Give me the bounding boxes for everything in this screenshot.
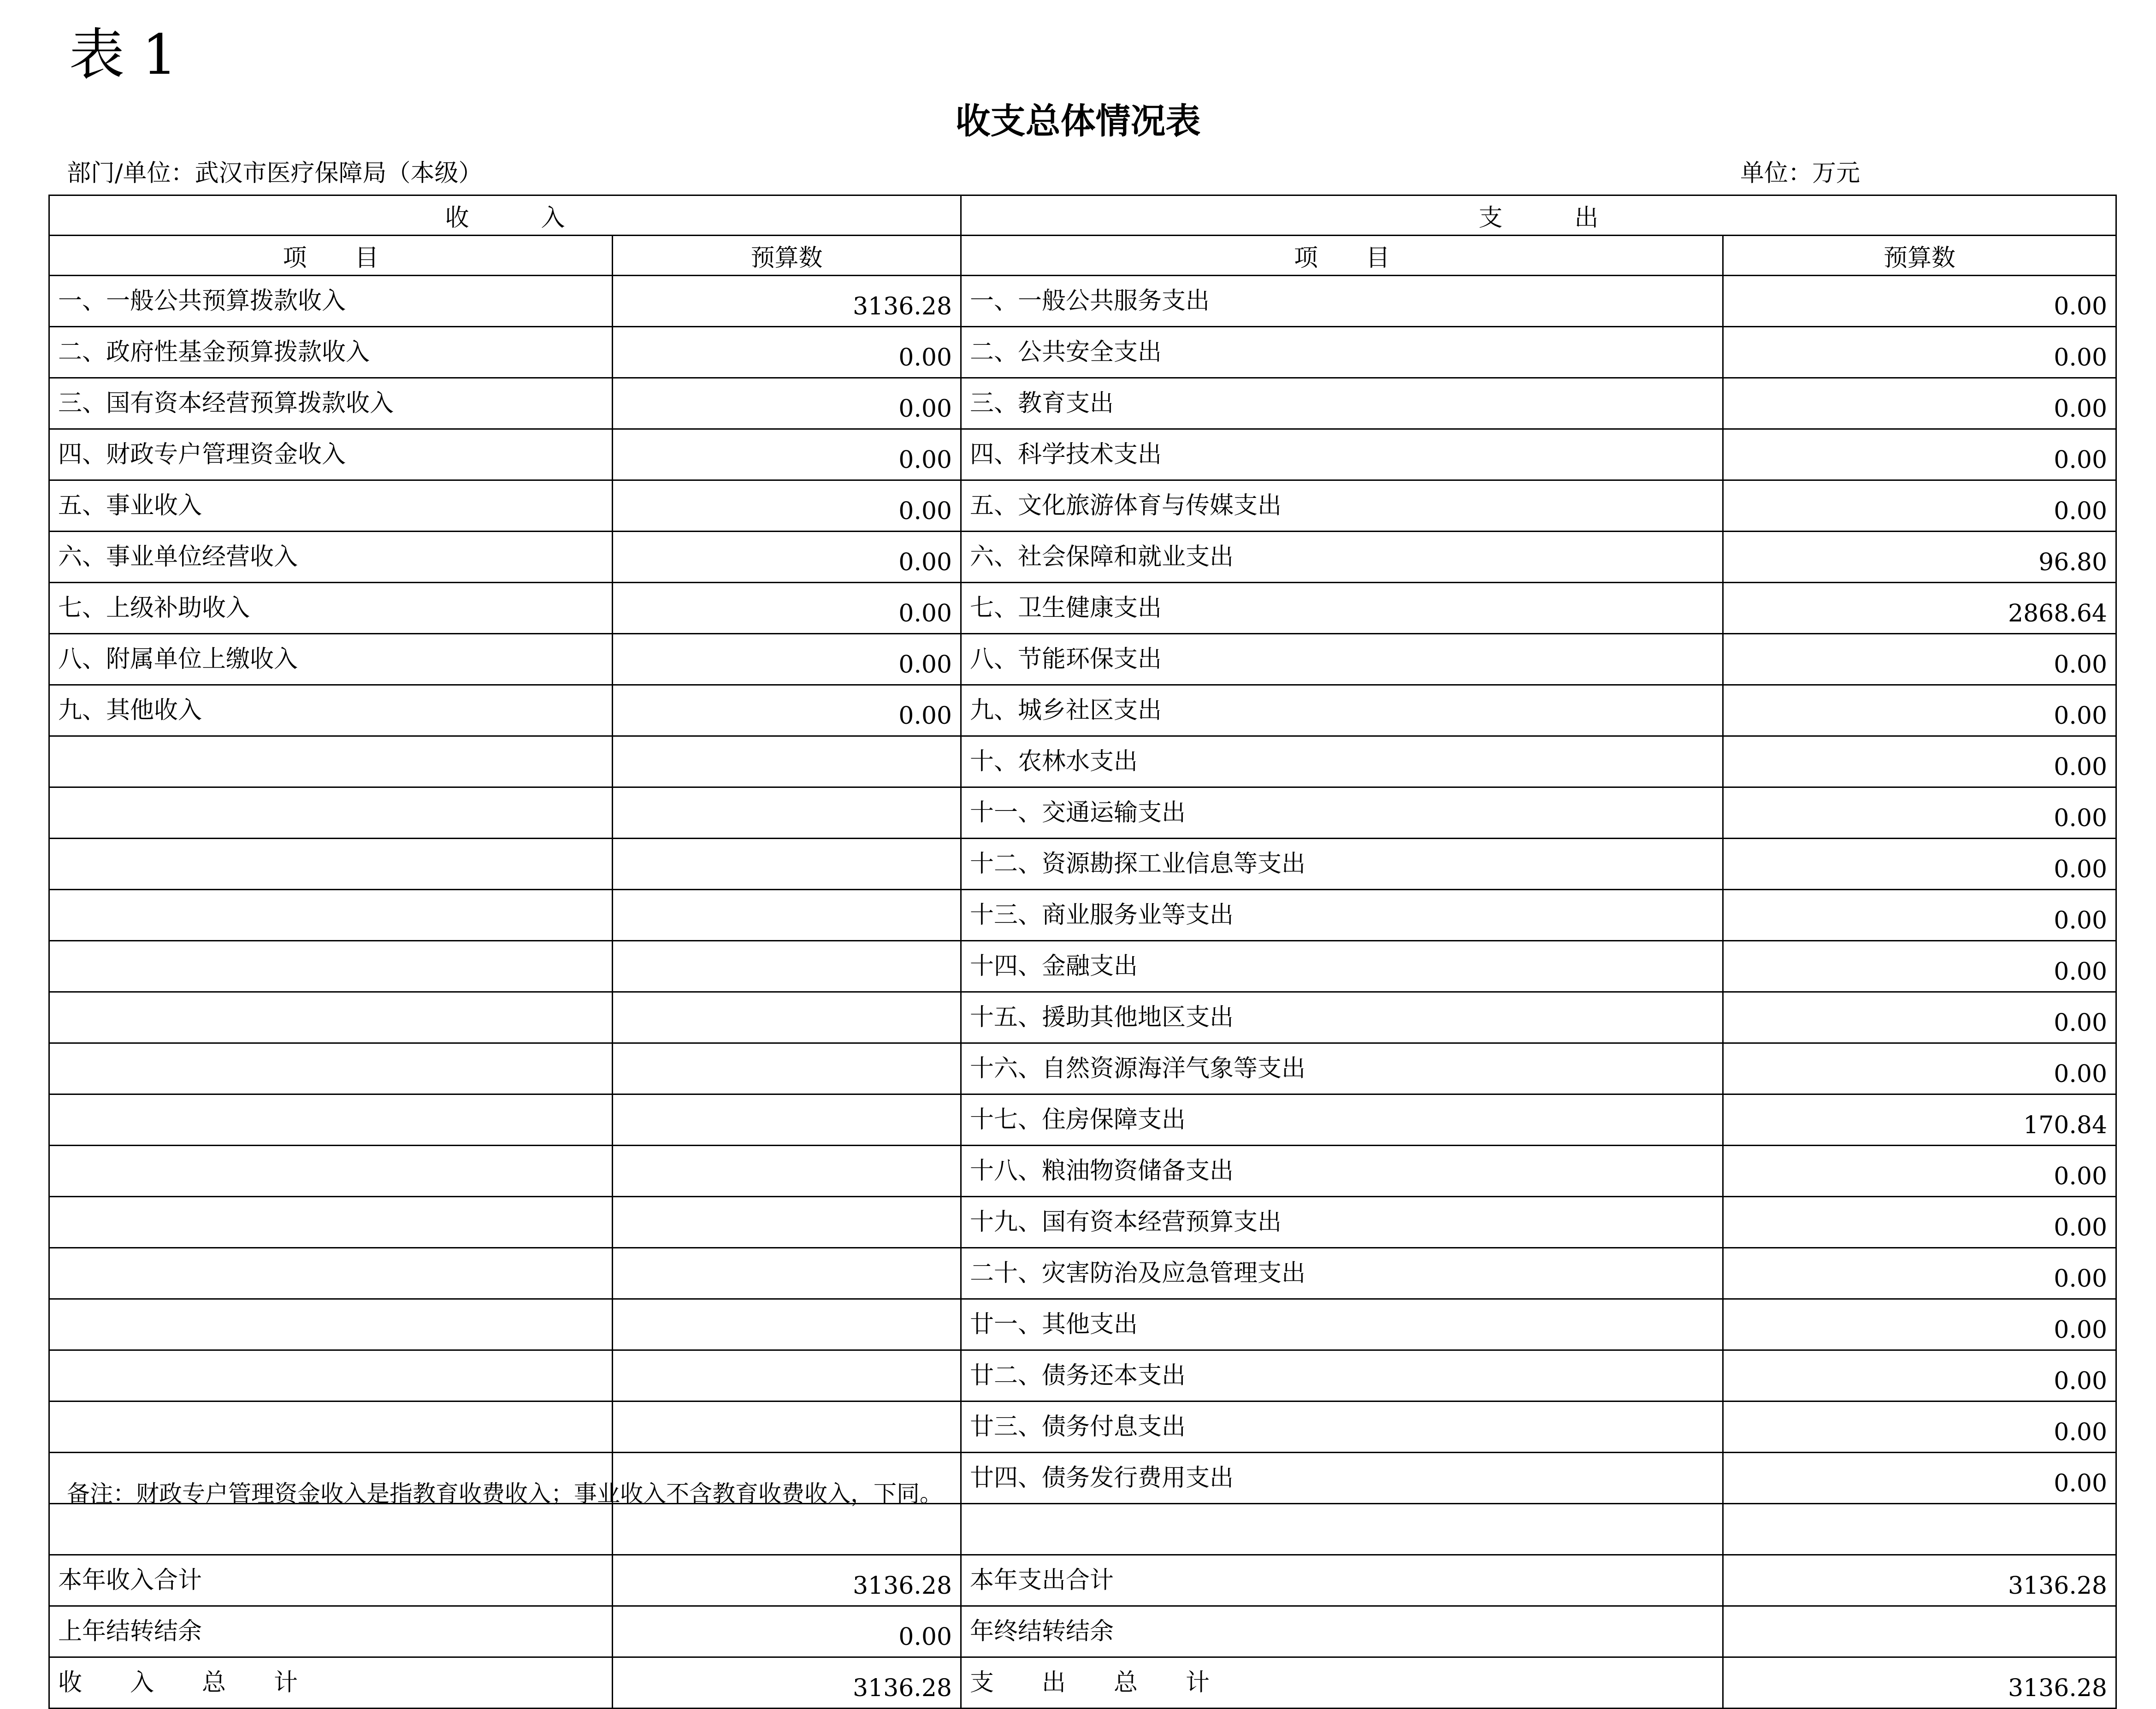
page-title: 收支总体情况表 (955, 101, 1201, 142)
income-value-cell (613, 941, 961, 992)
income-value-cell (613, 839, 961, 890)
expense-item-cell: 支 出 总 计 (961, 1657, 1723, 1709)
income-section-header: 收 入 (49, 195, 961, 236)
expense-value-cell: 3136.28 (1723, 1657, 2116, 1709)
income-value-cell (613, 1504, 961, 1555)
expense-value-cell: 0.00 (1723, 1350, 2116, 1401)
table-row (49, 736, 2116, 787)
table-row (49, 1043, 2116, 1094)
expense-section-header: 支 出 (961, 195, 2116, 236)
expense-item-cell: 六、社会保障和就业支出 (961, 532, 1723, 583)
table-row (49, 890, 2116, 941)
income-item-cell: 一、一般公共预算拨款收入 (49, 276, 613, 327)
income-value-cell (613, 736, 961, 787)
expense-value-cell: 0.00 (1723, 1197, 2116, 1248)
income-value-cell (613, 1401, 961, 1453)
expense-value-cell: 0.00 (1723, 1453, 2116, 1504)
expense-value-cell: 0.00 (1723, 890, 2116, 941)
income-item-cell: 六、事业单位经营收入 (49, 532, 613, 583)
income-value-cell: 0.00 (613, 583, 961, 634)
expense-item-cell: 十九、国有资本经营预算支出 (961, 1197, 1723, 1248)
table-row (49, 480, 2116, 532)
expense-item-cell: 二十、灾害防治及应急管理支出 (961, 1248, 1723, 1299)
expense-value-cell: 0.00 (1723, 378, 2116, 429)
expense-budget-column-header: 预算数 (1723, 236, 2116, 276)
income-item-cell (49, 941, 613, 992)
income-item-cell: 上年结转结余 (49, 1606, 613, 1657)
expense-item-cell: 十四、金融支出 (961, 941, 1723, 992)
expense-item-cell: 廿二、债务还本支出 (961, 1350, 1723, 1401)
income-item-cell (49, 890, 613, 941)
footnote: 备注：财政专户管理资金收入是指教育收费收入；事业收入不含教育收费收入，下同。 (67, 1480, 943, 1507)
income-value-cell (613, 1197, 961, 1248)
income-value-cell: 0.00 (613, 480, 961, 532)
income-value-cell (613, 1094, 961, 1146)
expense-value-cell: 0.00 (1723, 685, 2116, 736)
income-value-cell: 0.00 (613, 634, 961, 685)
expense-value-cell: 0.00 (1723, 634, 2116, 685)
income-value-cell: 0.00 (613, 429, 961, 480)
expense-value-cell: 170.84 (1723, 1094, 2116, 1146)
income-item-cell: 七、上级补助收入 (49, 583, 613, 634)
income-value-cell: 3136.28 (613, 1555, 961, 1606)
income-item-cell (49, 1299, 613, 1350)
expense-value-cell: 0.00 (1723, 941, 2116, 992)
expense-item-cell: 一、一般公共服务支出 (961, 276, 1723, 327)
income-value-cell (613, 787, 961, 839)
income-value-cell (613, 992, 961, 1043)
expense-value-cell (1723, 1606, 2116, 1657)
income-item-cell (49, 1197, 613, 1248)
expense-item-cell: 八、节能环保支出 (961, 634, 1723, 685)
income-value-cell: 0.00 (613, 532, 961, 583)
income-budget-column-header: 预算数 (613, 236, 961, 276)
income-value-cell (613, 1043, 961, 1094)
table-row (49, 1504, 2116, 1555)
expense-item-cell (961, 1504, 1723, 1555)
expense-item-cell: 四、科学技术支出 (961, 429, 1723, 480)
expense-value-cell: 96.80 (1723, 532, 2116, 583)
income-item-cell: 收 入 总 计 (49, 1657, 613, 1709)
expense-item-cell: 十、农林水支出 (961, 736, 1723, 787)
income-item-cell (49, 1146, 613, 1197)
expense-value-cell: 0.00 (1723, 1401, 2116, 1453)
expense-value-cell: 0.00 (1723, 1248, 2116, 1299)
expense-value-cell: 0.00 (1723, 787, 2116, 839)
expense-value-cell: 0.00 (1723, 276, 2116, 327)
expense-item-cell: 九、城乡社区支出 (961, 685, 1723, 736)
income-value-cell (613, 1350, 961, 1401)
table-row (49, 583, 2116, 634)
expense-item-cell: 年终结转结余 (961, 1606, 1723, 1657)
expense-item-cell: 廿一、其他支出 (961, 1299, 1723, 1350)
table-row (49, 1606, 2116, 1657)
expense-value-cell (1723, 1504, 2116, 1555)
table-row (49, 327, 2116, 378)
table-row (49, 1299, 2116, 1350)
expense-value-cell: 0.00 (1723, 992, 2116, 1043)
income-item-cell (49, 839, 613, 890)
table-row (49, 1197, 2116, 1248)
income-value-cell: 0.00 (613, 685, 961, 736)
table-row (49, 787, 2116, 839)
income-item-cell (49, 1350, 613, 1401)
table-row (49, 941, 2116, 992)
expense-item-cell: 五、文化旅游体育与传媒支出 (961, 480, 1723, 532)
expense-item-cell: 廿三、债务付息支出 (961, 1401, 1723, 1453)
table-row (49, 1248, 2116, 1299)
unit-label: 单位：万元 (1740, 160, 1861, 187)
table-row (49, 532, 2116, 583)
income-item-cell: 二、政府性基金预算拨款收入 (49, 327, 613, 378)
income-value-cell (613, 1299, 961, 1350)
expense-value-cell: 0.00 (1723, 1299, 2116, 1350)
table-number-label: 表 1 (69, 23, 177, 87)
income-value-cell (613, 1248, 961, 1299)
income-item-column-header: 项 目 (49, 236, 613, 276)
income-value-cell: 0.00 (613, 327, 961, 378)
income-item-cell (49, 992, 613, 1043)
income-item-cell: 三、国有资本经营预算拨款收入 (49, 378, 613, 429)
table-row (49, 276, 2116, 327)
table-row (49, 839, 2116, 890)
expense-item-cell: 十八、粮油物资储备支出 (961, 1146, 1723, 1197)
table-row (49, 1094, 2116, 1146)
expense-item-cell: 十七、住房保障支出 (961, 1094, 1723, 1146)
expense-item-cell: 十六、自然资源海洋气象等支出 (961, 1043, 1723, 1094)
expense-item-cell: 廿四、债务发行费用支出 (961, 1453, 1723, 1504)
expense-value-cell: 0.00 (1723, 1043, 2116, 1094)
expense-value-cell: 2868.64 (1723, 583, 2116, 634)
expense-value-cell: 0.00 (1723, 1146, 2116, 1197)
expense-item-cell: 本年支出合计 (961, 1555, 1723, 1606)
section-header-row (49, 195, 2116, 236)
income-value-cell: 0.00 (613, 378, 961, 429)
income-item-cell: 本年收入合计 (49, 1555, 613, 1606)
expense-item-cell: 十五、援助其他地区支出 (961, 992, 1723, 1043)
expense-value-cell: 0.00 (1723, 429, 2116, 480)
expense-value-cell: 0.00 (1723, 736, 2116, 787)
income-value-cell: 0.00 (613, 1606, 961, 1657)
income-item-cell (49, 1401, 613, 1453)
income-value-cell (613, 890, 961, 941)
expense-item-cell: 十一、交通运输支出 (961, 787, 1723, 839)
table-row (49, 378, 2116, 429)
expense-item-column-header: 项 目 (961, 236, 1723, 276)
income-value-cell (613, 1146, 961, 1197)
department-label: 部门/单位：武汉市医疗保障局（本级） (67, 160, 483, 187)
table-row (49, 1350, 2116, 1401)
expense-value-cell: 0.00 (1723, 327, 2116, 378)
income-value-cell: 3136.28 (613, 1657, 961, 1709)
income-item-cell: 五、事业收入 (49, 480, 613, 532)
table-row (49, 1555, 2116, 1606)
table-row (49, 1146, 2116, 1197)
income-item-cell: 九、其他收入 (49, 685, 613, 736)
expense-value-cell: 0.00 (1723, 839, 2116, 890)
expense-value-cell: 3136.28 (1723, 1555, 2116, 1606)
expense-item-cell: 三、教育支出 (961, 378, 1723, 429)
expense-value-cell: 0.00 (1723, 480, 2116, 532)
income-item-cell (49, 1504, 613, 1555)
column-header-row (49, 236, 2116, 276)
income-item-cell: 四、财政专户管理资金收入 (49, 429, 613, 480)
expense-item-cell: 二、公共安全支出 (961, 327, 1723, 378)
expense-item-cell: 十三、商业服务业等支出 (961, 890, 1723, 941)
table-row (49, 685, 2116, 736)
income-value-cell: 3136.28 (613, 276, 961, 327)
income-item-cell (49, 1094, 613, 1146)
income-item-cell (49, 787, 613, 839)
table-row (49, 992, 2116, 1043)
expense-item-cell: 十二、资源勘探工业信息等支出 (961, 839, 1723, 890)
expense-item-cell: 七、卫生健康支出 (961, 583, 1723, 634)
income-item-cell (49, 736, 613, 787)
table-row (49, 1657, 2116, 1709)
income-item-cell (49, 1043, 613, 1094)
table-row (49, 634, 2116, 685)
table-row (49, 1401, 2116, 1453)
income-item-cell: 八、附属单位上缴收入 (49, 634, 613, 685)
income-item-cell (49, 1248, 613, 1299)
table-row (49, 429, 2116, 480)
